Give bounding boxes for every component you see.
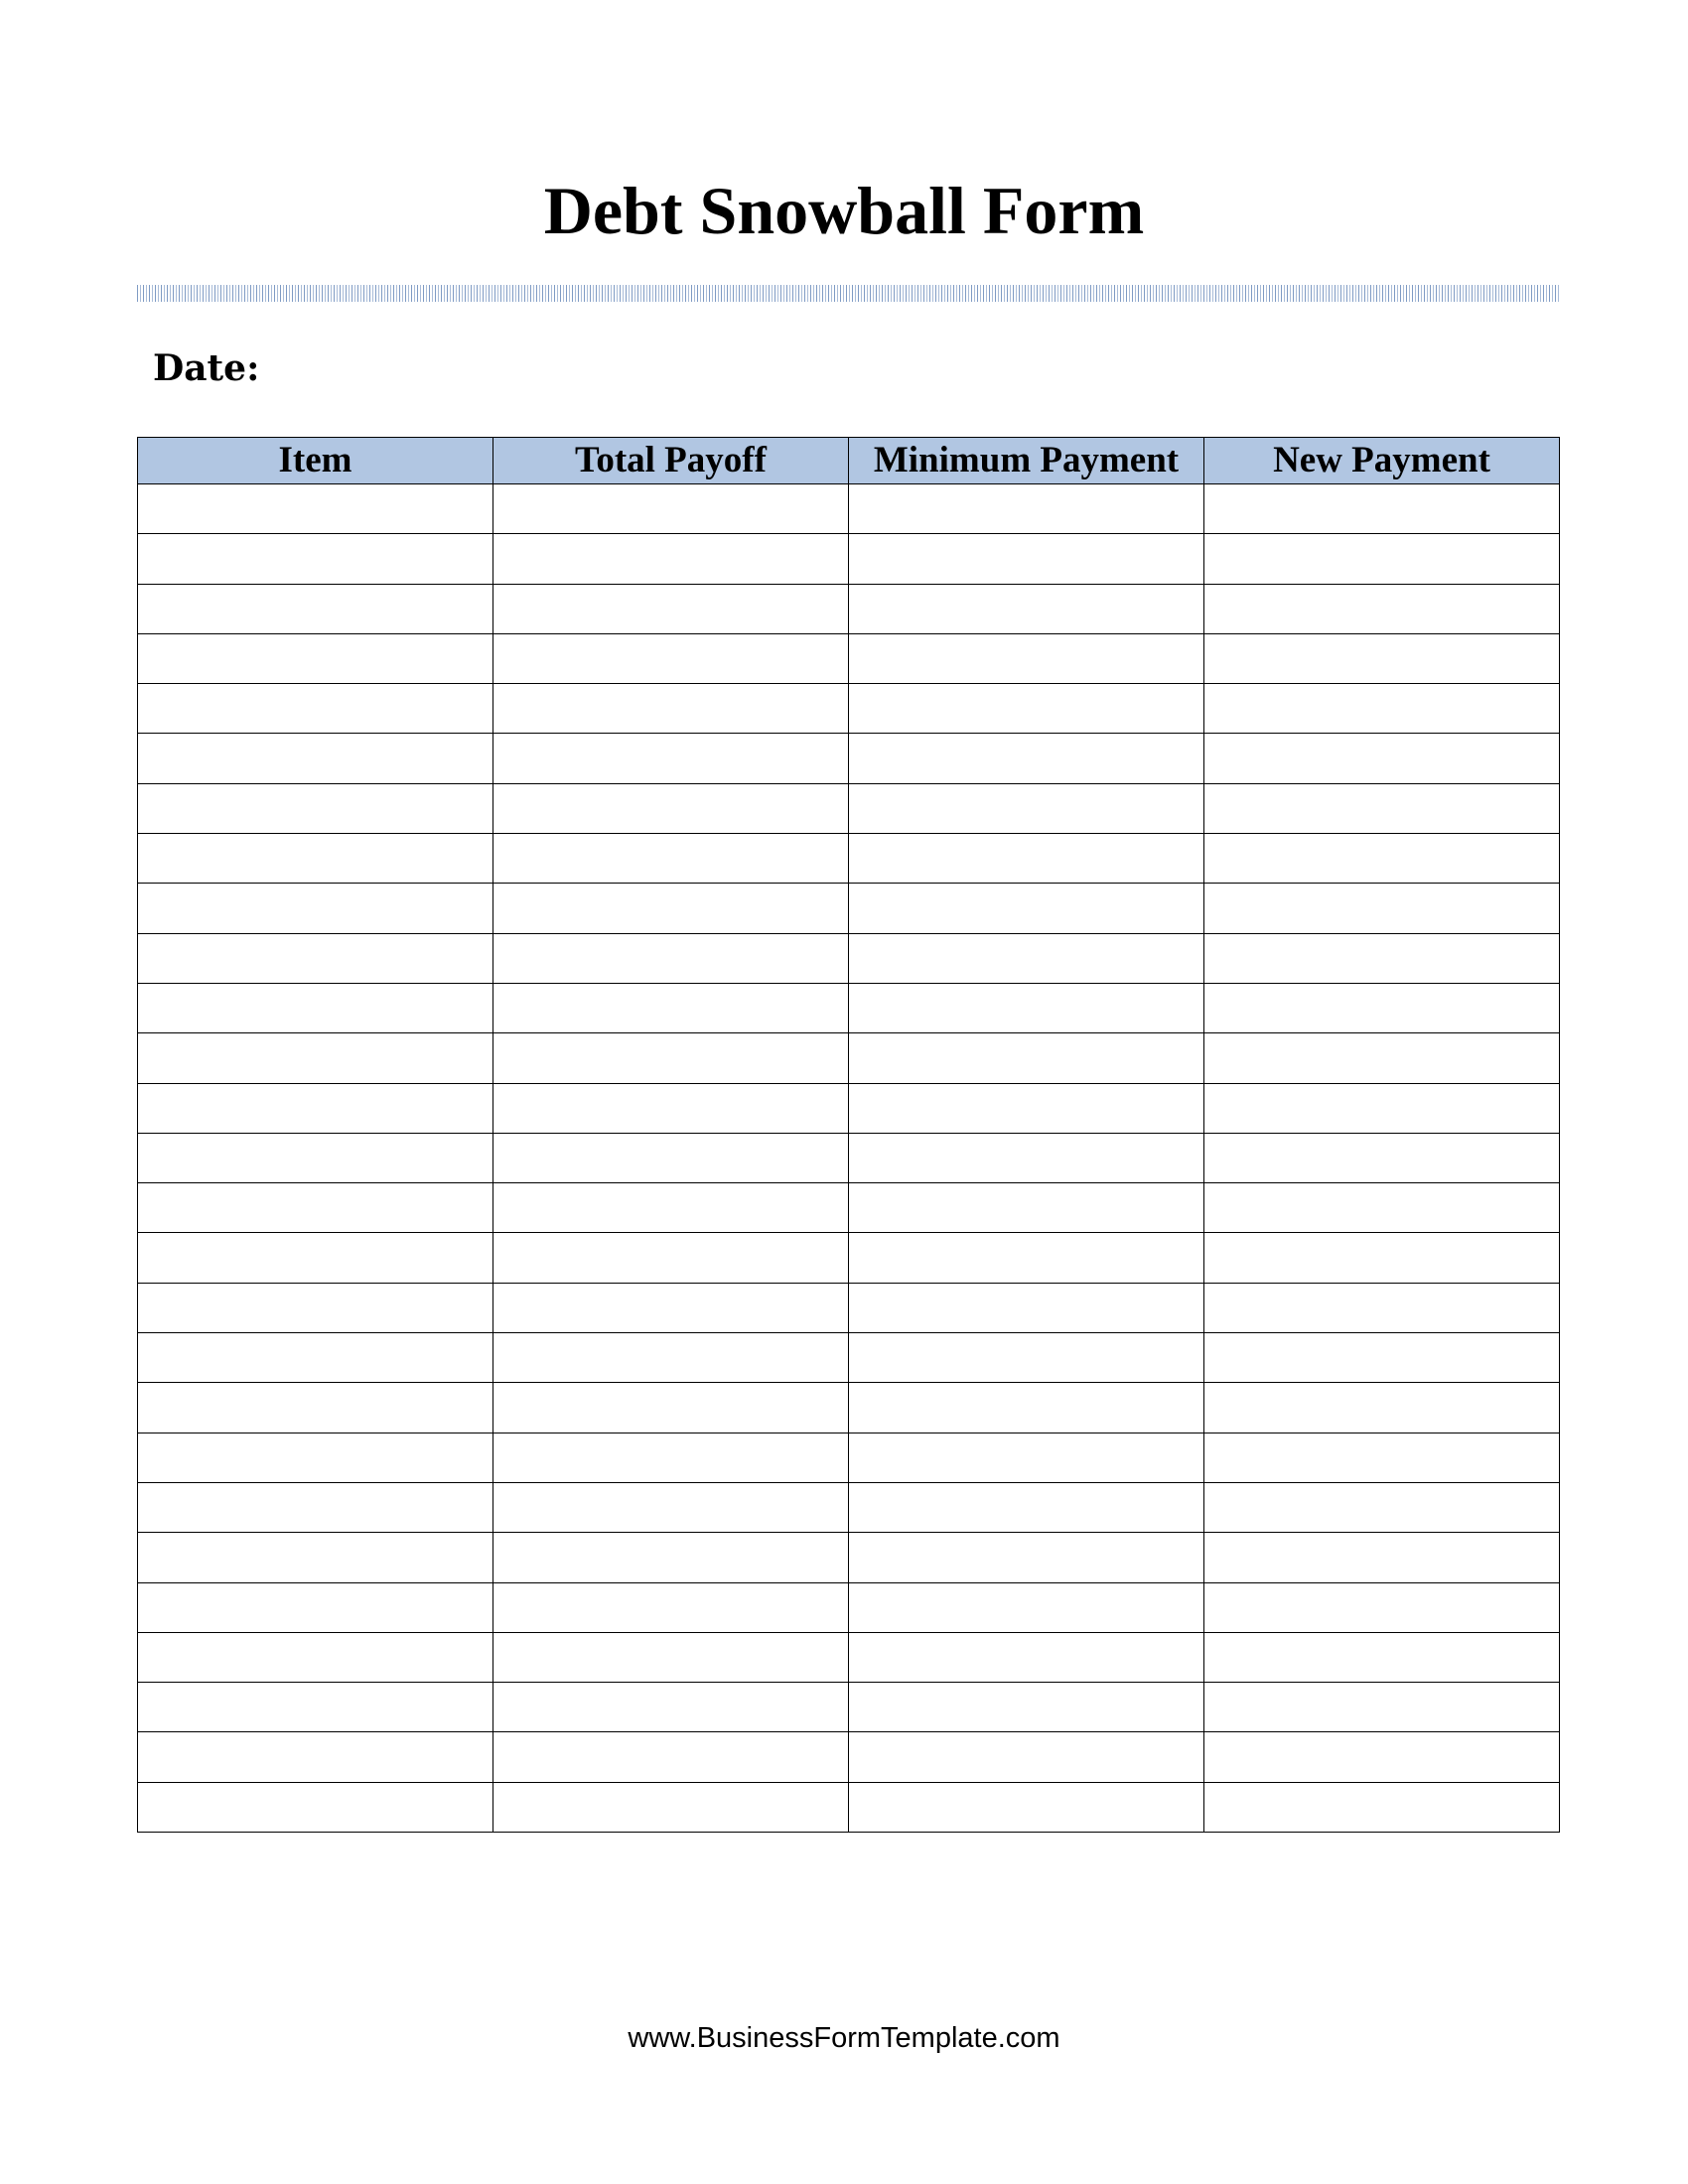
column-header-total-payoff: Total Payoff [493,438,849,484]
item-cell[interactable] [138,983,493,1032]
item-cell[interactable] [138,884,493,933]
minimum-payment-cell[interactable] [849,534,1204,584]
total-payoff-cell[interactable] [493,1632,849,1682]
minimum-payment-cell[interactable] [849,1782,1204,1832]
table-header-row [138,438,1560,484]
new-payment-cell[interactable] [1204,633,1560,683]
minimum-payment-cell[interactable] [849,1233,1204,1283]
new-payment-cell[interactable] [1204,734,1560,783]
new-payment-cell[interactable] [1204,484,1560,534]
new-payment-cell[interactable] [1204,1033,1560,1083]
item-cell[interactable] [138,734,493,783]
new-payment-cell[interactable] [1204,884,1560,933]
total-payoff-cell[interactable] [493,1033,849,1083]
minimum-payment-cell[interactable] [849,684,1204,734]
total-payoff-cell[interactable] [493,983,849,1032]
item-cell[interactable] [138,1732,493,1782]
table-row [138,834,1560,884]
minimum-payment-cell[interactable] [849,834,1204,884]
minimum-payment-cell[interactable] [849,584,1204,633]
item-cell[interactable] [138,834,493,884]
table-row [138,584,1560,633]
total-payoff-cell[interactable] [493,1333,849,1383]
minimum-payment-cell[interactable] [849,1582,1204,1632]
table-row [138,1782,1560,1832]
table-row [138,1433,1560,1482]
total-payoff-cell[interactable] [493,933,849,983]
item-cell[interactable] [138,1233,493,1283]
table-row [138,1632,1560,1682]
new-payment-cell[interactable] [1204,933,1560,983]
table-row [138,484,1560,534]
item-cell[interactable] [138,484,493,534]
item-cell[interactable] [138,1533,493,1582]
minimum-payment-cell[interactable] [849,1083,1204,1133]
table-row [138,1383,1560,1433]
table-row [138,1183,1560,1233]
minimum-payment-cell[interactable] [849,1283,1204,1332]
table-row [138,1732,1560,1782]
table-row [138,1683,1560,1732]
minimum-payment-cell[interactable] [849,1133,1204,1182]
table-row [138,1482,1560,1532]
new-payment-cell[interactable] [1204,684,1560,734]
total-payoff-cell[interactable] [493,884,849,933]
minimum-payment-cell[interactable] [849,1533,1204,1582]
item-cell[interactable] [138,1383,493,1433]
total-payoff-cell[interactable] [493,1383,849,1433]
new-payment-cell[interactable] [1204,1283,1560,1332]
total-payoff-cell[interactable] [493,684,849,734]
total-payoff-cell[interactable] [493,1482,849,1532]
new-payment-cell[interactable] [1204,1782,1560,1832]
new-payment-cell[interactable] [1204,1482,1560,1532]
decorative-divider [137,285,1559,302]
minimum-payment-cell[interactable] [849,933,1204,983]
item-cell[interactable] [138,1433,493,1482]
item-cell[interactable] [138,1582,493,1632]
minimum-payment-cell[interactable] [849,1033,1204,1083]
new-payment-cell[interactable] [1204,1732,1560,1782]
item-cell[interactable] [138,684,493,734]
item-cell[interactable] [138,1083,493,1133]
table-row [138,1582,1560,1632]
table-row [138,933,1560,983]
column-header-new-payment: New Payment [1204,438,1560,484]
item-cell[interactable] [138,534,493,584]
total-payoff-cell[interactable] [493,1233,849,1283]
table-row [138,1533,1560,1582]
item-cell[interactable] [138,1283,493,1332]
total-payoff-cell[interactable] [493,484,849,534]
new-payment-cell[interactable] [1204,584,1560,633]
new-payment-cell[interactable] [1204,1683,1560,1732]
table-row [138,1083,1560,1133]
new-payment-cell[interactable] [1204,1632,1560,1682]
column-header-item: Item [138,438,493,484]
new-payment-cell[interactable] [1204,1533,1560,1582]
new-payment-cell[interactable] [1204,1133,1560,1182]
minimum-payment-cell[interactable] [849,884,1204,933]
total-payoff-cell[interactable] [493,534,849,584]
total-payoff-cell[interactable] [493,1133,849,1182]
minimum-payment-cell[interactable] [849,484,1204,534]
item-cell[interactable] [138,1482,493,1532]
table-row [138,534,1560,584]
minimum-payment-cell[interactable] [849,1183,1204,1233]
table-row [138,1233,1560,1283]
total-payoff-cell[interactable] [493,1782,849,1832]
item-cell[interactable] [138,783,493,833]
minimum-payment-cell[interactable] [849,1482,1204,1532]
debt-table [137,437,1560,1833]
table-row [138,1033,1560,1083]
new-payment-cell[interactable] [1204,1083,1560,1133]
total-payoff-cell[interactable] [493,783,849,833]
total-payoff-cell[interactable] [493,1533,849,1582]
new-payment-cell[interactable] [1204,1383,1560,1433]
total-payoff-cell[interactable] [493,1183,849,1233]
column-header-minimum-payment: Minimum Payment [849,438,1204,484]
table-row [138,1283,1560,1332]
table-row [138,734,1560,783]
minimum-payment-cell[interactable] [849,983,1204,1032]
new-payment-cell[interactable] [1204,1183,1560,1233]
table-row [138,1333,1560,1383]
new-payment-cell[interactable] [1204,834,1560,884]
table-row [138,1133,1560,1182]
total-payoff-cell[interactable] [493,1433,849,1482]
item-cell[interactable] [138,1033,493,1083]
table-row [138,684,1560,734]
minimum-payment-cell[interactable] [849,633,1204,683]
total-payoff-cell[interactable] [493,834,849,884]
table-row [138,884,1560,933]
item-cell[interactable] [138,633,493,683]
total-payoff-cell[interactable] [493,1083,849,1133]
table-row [138,633,1560,683]
minimum-payment-cell[interactable] [849,1333,1204,1383]
item-cell[interactable] [138,584,493,633]
table-body [138,484,1560,1833]
total-payoff-cell[interactable] [493,584,849,633]
item-cell[interactable] [138,1133,493,1182]
item-cell[interactable] [138,1782,493,1832]
new-payment-cell[interactable] [1204,1433,1560,1482]
item-cell[interactable] [138,1183,493,1233]
table-row [138,783,1560,833]
new-payment-cell[interactable] [1204,1233,1560,1283]
minimum-payment-cell[interactable] [849,1732,1204,1782]
new-payment-cell[interactable] [1204,1333,1560,1383]
page-title: Debt Snowball Form [543,173,1145,248]
item-cell[interactable] [138,1333,493,1383]
minimum-payment-cell[interactable] [849,734,1204,783]
new-payment-cell[interactable] [1204,534,1560,584]
minimum-payment-cell[interactable] [849,783,1204,833]
minimum-payment-cell[interactable] [849,1433,1204,1482]
minimum-payment-cell[interactable] [849,1683,1204,1732]
item-cell[interactable] [138,933,493,983]
total-payoff-cell[interactable] [493,1582,849,1632]
item-cell[interactable] [138,1632,493,1682]
date-label: Date: [153,347,260,389]
item-cell[interactable] [138,1683,493,1732]
new-payment-cell[interactable] [1204,783,1560,833]
new-payment-cell[interactable] [1204,1582,1560,1632]
total-payoff-cell[interactable] [493,734,849,783]
minimum-payment-cell[interactable] [849,1632,1204,1682]
total-payoff-cell[interactable] [493,1732,849,1782]
total-payoff-cell[interactable] [493,1283,849,1332]
table-row [138,983,1560,1032]
footer-url: www.BusinessFormTemplate.com [628,2022,1060,2054]
total-payoff-cell[interactable] [493,633,849,683]
total-payoff-cell[interactable] [493,1683,849,1732]
new-payment-cell[interactable] [1204,983,1560,1032]
minimum-payment-cell[interactable] [849,1383,1204,1433]
